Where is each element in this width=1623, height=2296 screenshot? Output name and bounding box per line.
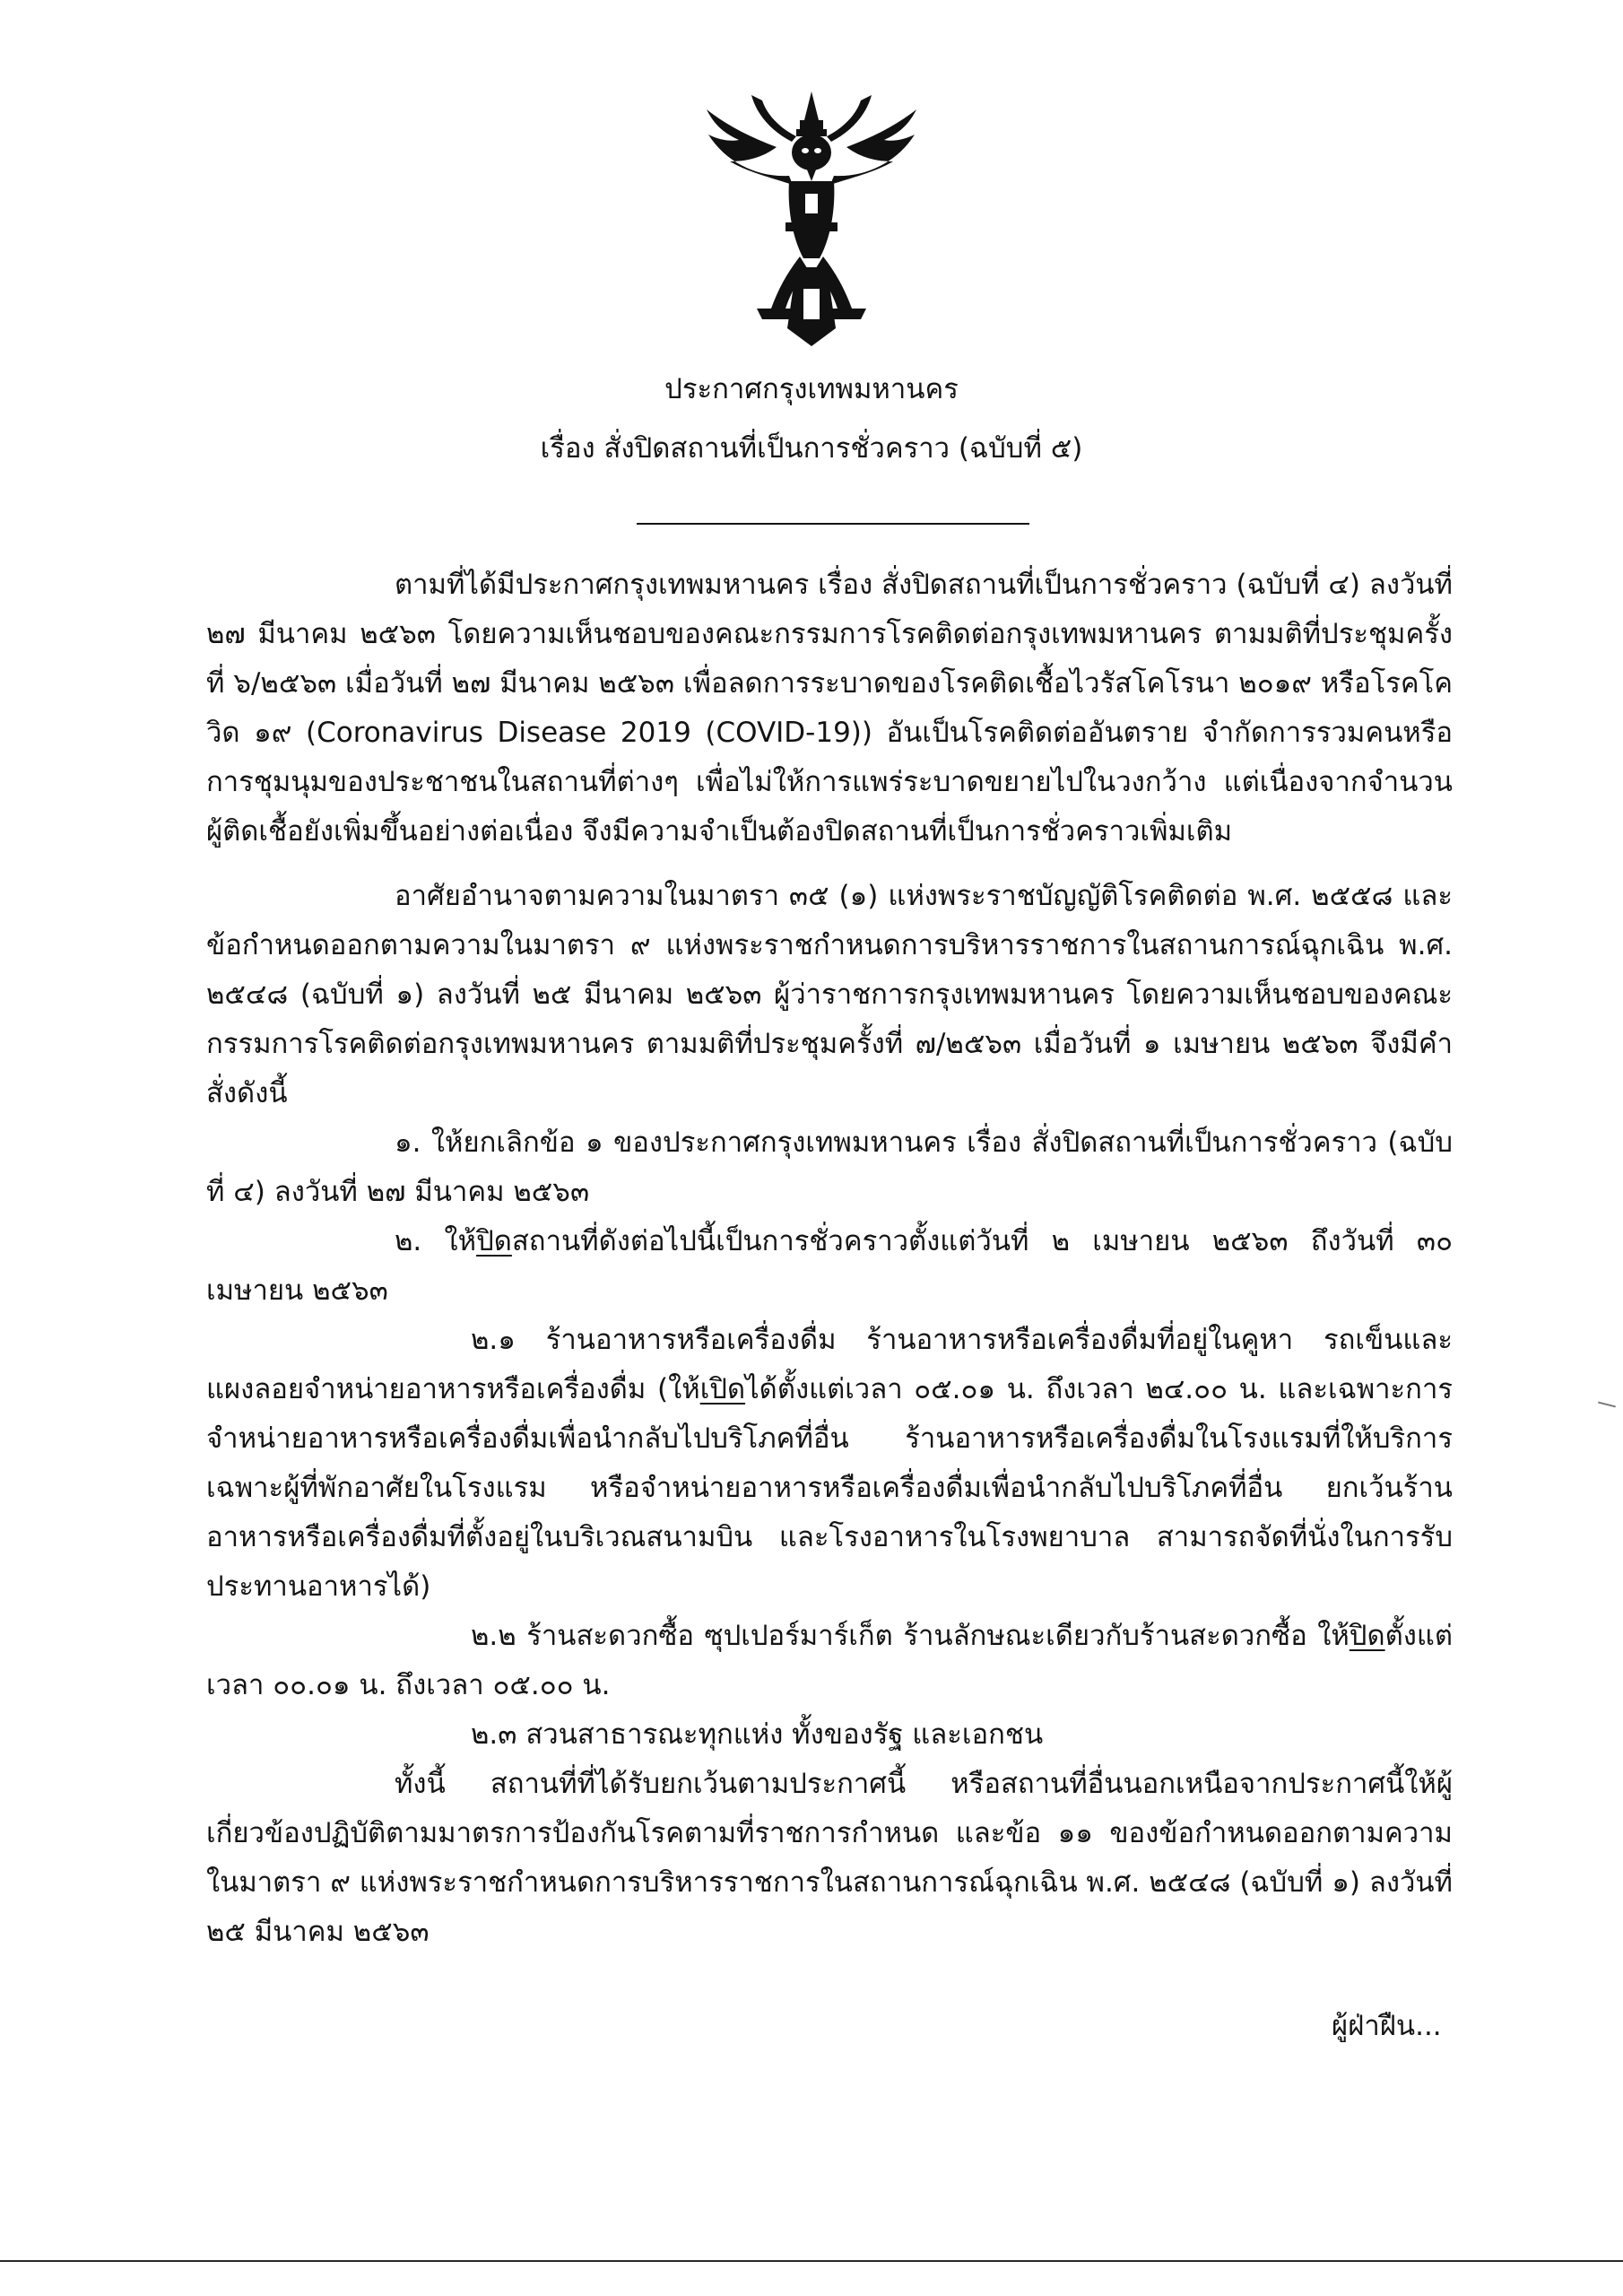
scan-mark bbox=[1598, 1402, 1616, 1408]
title-divider bbox=[637, 523, 1029, 525]
order-item-2-2: ๒.๒ ร้านสะดวกซื้อ ซุปเปอร์มาร์เก็ต ร้านลักษณะเดียวกับร้านสะดวกซื้อ ให้ปิดตั้งแต่เวลา ๐๐.๐๑ น. ถึงเวลา ๐๕.๐๐ น. bbox=[206, 1620, 1453, 1701]
underlined-open: เปิด bbox=[699, 1373, 746, 1405]
announcement-subject: เรื่อง สั่งปิดสถานที่เป็นการชั่วคราว (ฉบับที่ ๕) bbox=[540, 432, 1083, 465]
underlined-close: ปิด bbox=[476, 1225, 512, 1257]
garuda-emblem-icon bbox=[699, 88, 924, 348]
announcement-header bbox=[0, 370, 1623, 488]
underlined-close: ปิด bbox=[1349, 1620, 1385, 1652]
paragraph-exemption: ทั้งนี้ สถานที่ที่ได้รับยกเว้นตามประกาศนี้ หรือสถานที่อื่นนอกเหนือจากประกาศนี้ให้ผู้เกี่ยวข้องปฏิบัติตามมาตรการป้องกันโรคตามที่ราชการกำหนด และข้อ ๑๑ ของข้อกำหนดออกตามความในมาตรา ๙ แห่งพระราชกำหนดการบริหารราชการในสถานการณ์ฉุกเฉิน พ.ศ. ๒๕๔๘ (ฉบับที่ ๑) ลงวันที่ ๒๕ มีนาคม ๒๕๖๓ bbox=[206, 1768, 1453, 1948]
paragraph-authority: อาศัยอำนาจตามความในมาตรา ๓๕ (๑) แห่งพระราชบัญญัติโรคติดต่อ พ.ศ. ๒๕๕๘ และข้อกำหนดออกตามความในมาตรา ๙ แห่งพระราชกำหนดการบริหารราชการในสถานการณ์ฉุกเฉิน พ.ศ. ๒๕๔๘ (ฉบับที่ ๑) ลงวันที่ ๒๕ มีนาคม ๒๕๖๓ ผู้ว่าราชการกรุงเทพมหานคร โดยความเห็นชอบของคณะกรรมการโรคติดต่อกรุงเทพมหานคร ตามมติที่ประชุมครั้งที่ ๗/๒๕๖๓ เมื่อวันที่ ๑ เมษายน ๒๕๖๓ จึงมีคำสั่งดังนี้ bbox=[206, 880, 1453, 1109]
continuation-text: ผู้ฝ่าฝืน... bbox=[1332, 2010, 1442, 2042]
order-item-2: ๒. ให้ปิดสถานที่ดังต่อไปนี้เป็นการชั่วคราวตั้งแต่วันที่ ๒ เมษายน ๒๕๖๓ ถึงวันที่ ๓๐ เมษายน ๒๕๖๓ bbox=[206, 1225, 1453, 1307]
order-item-2-1: ๒.๑ ร้านอาหารหรือเครื่องดื่ม ร้านอาหารหรือเครื่องดื่มที่อยู่ในคูหา รถเข็นและแผงลอยจำหน่ายอาหารหรือเครื่องดื่ม (ให้เปิดได้ตั้งแต่เวลา ๐๕.๐๑ น. ถึงเวลา ๒๔.๐๐ น. และเฉพาะการจำหน่ายอาหารหรือเครื่องดื่มเพื่อนำกลับไปบริโภคที่อื่น ร้านอาหารหรือเครื่องดื่มในโรงแรมที่ให้บริการเฉพาะผู้ที่พักอาศัยในโรงแรม หรือจำหน่ายอาหารหรือเครื่องดื่มเพื่อนำกลับไปบริโภคที่อื่น ยกเว้นร้านอาหารหรือเครื่องดื่มที่ตั้งอยู่ในบริเวณสนามบิน และโรงอาหารในโรงพยาบาล สามารถจัดที่นั่งในการรับประทานอาหารได้) bbox=[206, 1324, 1454, 1603]
paragraph-background: ตามที่ได้มีประกาศกรุงเทพมหานคร เรื่อง สั่งปิดสถานที่เป็นการชั่วคราว (ฉบับที่ ๔) ลงวันที่ ๒๗ มีนาคม ๒๕๖๓ โดยความเห็นชอบของคณะกรรมการโรคติดต่อกรุงเทพมหานคร ตามมติที่ประชุมครั้งที่ ๖/๒๕๖๓ เมื่อวันที่ ๒๗ มีนาคม ๒๕๖๓ เพื่อลดการระบาดของโรคติดเชื้อไวรัสโคโรนา ๒๐๑๙ หรือโรคโควิด ๑๙ (Coronavirus Disease 2019 (COVID-19)) อันเป็นโรคติดต่ออันตราย จำกัดการรวมคนหรือการชุมนุมของประชาชนในสถานที่ต่างๆ เพื่อไม่ให้การแพร่ระบาดขยายไปในวงกว้าง แต่เนื่องจากจำนวน ผู้ติดเชื้อยังเพิ่มขึ้นอย่างต่อเนื่อง จึงมีความจำเป็นต้องปิดสถานที่เป็นการชั่วคราวเพิ่มเติม bbox=[206, 569, 1453, 848]
announcement-title: ประกาศกรุงเทพมหานคร bbox=[664, 373, 959, 405]
announcement-body bbox=[206, 561, 1453, 1957]
order-item-1: ๑. ให้ยกเลิกข้อ ๑ ของประกาศกรุงเทพมหานคร เรื่อง สั่งปิดสถานที่เป็นการชั่วคราว (ฉบับที่ ๔) ลงวันที่ ๒๗ มีนาคม ๒๕๖๓ bbox=[206, 1126, 1453, 1208]
order-item-2-3: ๒.๓ สวนสาธารณะทุกแห่ง ทั้งของรัฐ และเอกชน bbox=[471, 1718, 1044, 1751]
scan-edge-line bbox=[0, 2260, 1623, 2262]
